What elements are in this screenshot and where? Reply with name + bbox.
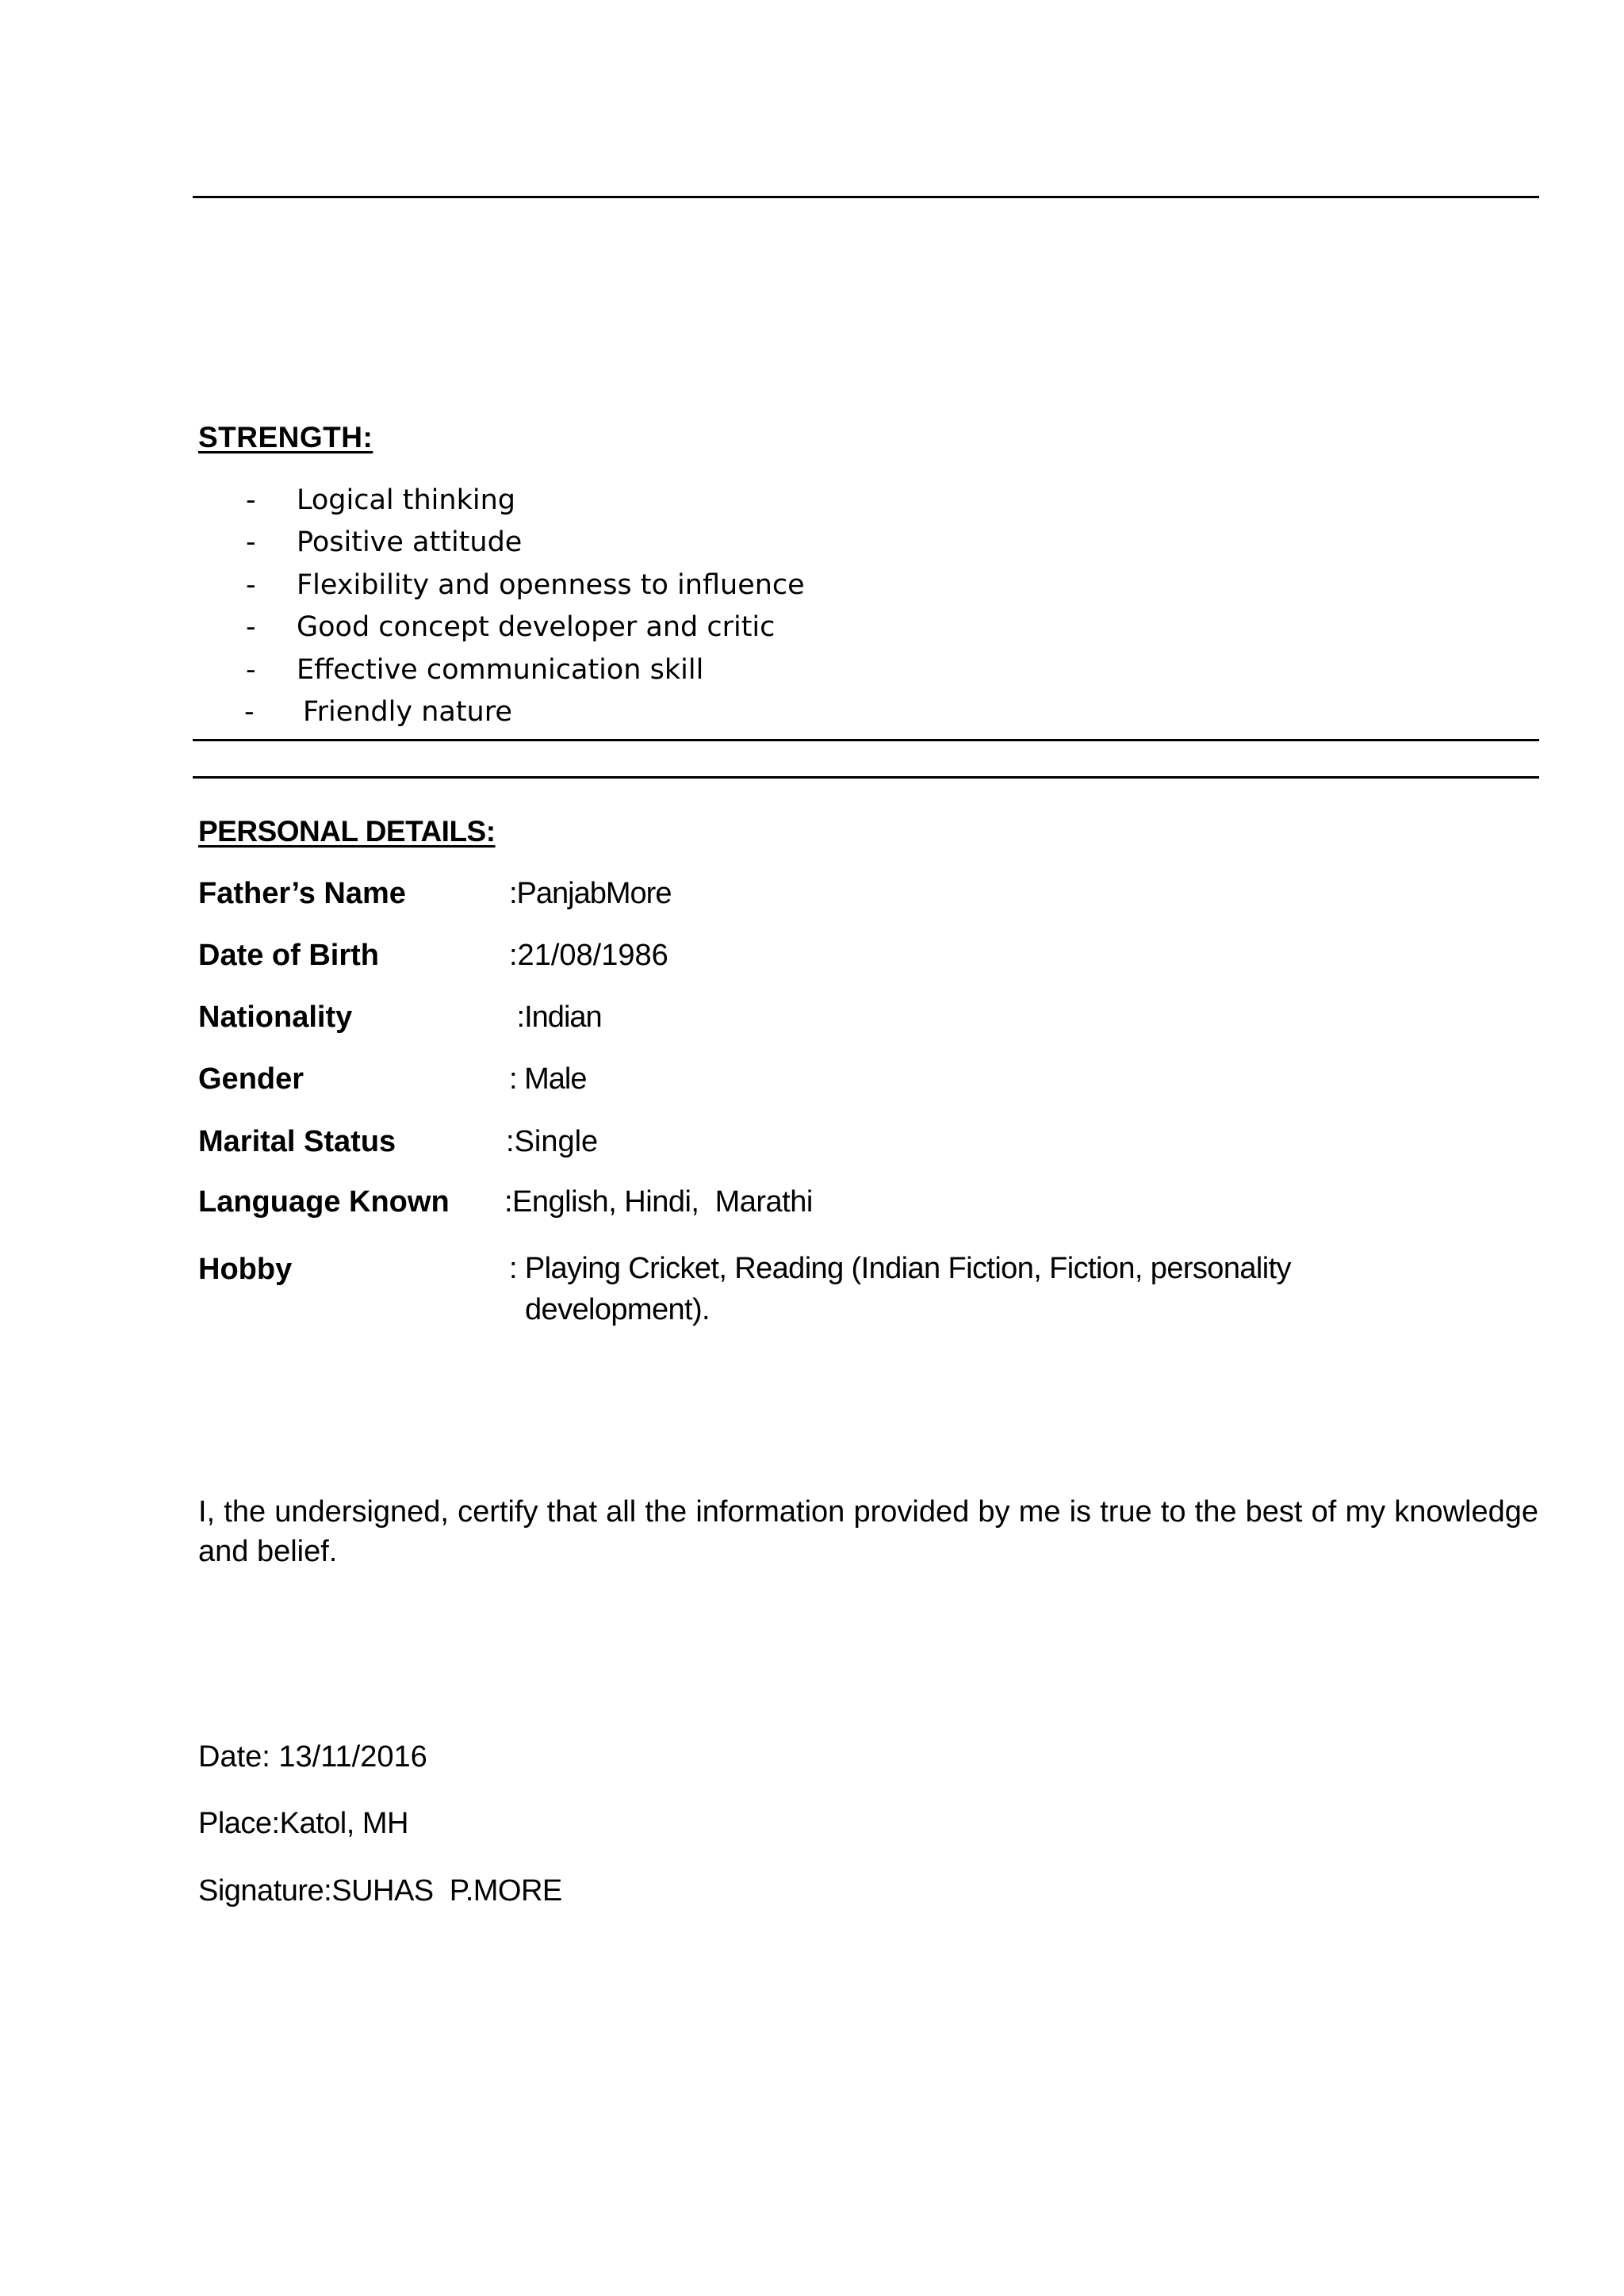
date-line: Date: 13/11/2016 [198, 1740, 427, 1774]
bullet-dash: - [246, 611, 256, 644]
detail-label: Hobby [198, 1253, 293, 1286]
bullet-dash: - [246, 568, 256, 601]
bullet-dash: - [246, 526, 256, 559]
detail-label: Father’s Name [198, 877, 406, 910]
strength-list [198, 479, 805, 733]
detail-label: Nationality [198, 1001, 353, 1034]
detail-label: Gender [198, 1062, 304, 1096]
detail-label: Language Known [198, 1185, 450, 1219]
bullet-dash: - [246, 653, 256, 686]
bullet-dash: - [244, 696, 255, 729]
strength-text: Logical thinking [297, 484, 515, 516]
detail-value: :21/08/1986 [509, 939, 668, 972]
detail-value [509, 1248, 1580, 1330]
detail-value: :Indian [509, 1001, 602, 1034]
strength-heading: STRENGTH: [198, 421, 373, 453]
place-line: Place:Katol, MH [198, 1807, 408, 1840]
list-item [198, 479, 805, 522]
signature-line: Signature:SUHAS P.MORE [198, 1874, 562, 1908]
section-divider-2 [193, 776, 1539, 779]
personal-details-heading: PERSONAL DETAILS: [198, 815, 496, 848]
detail-value: :PanjabMore [509, 877, 672, 910]
bullet-dash: - [246, 484, 256, 516]
strength-text: Friendly nature [303, 696, 512, 729]
hobby-line-2: development). [525, 1293, 710, 1326]
list-item [198, 607, 805, 649]
detail-label: Date of Birth [198, 939, 379, 972]
declaration-text: I, the undersigned, certify that all the information provided by me is true to the best of my knowledge and belief. [198, 1495, 1538, 1568]
strength-text: Flexibility and openness to influence [297, 568, 805, 601]
list-item [198, 649, 805, 691]
detail-value: : Male [509, 1062, 587, 1096]
list-item [198, 522, 805, 564]
detail-value: :Single [506, 1125, 599, 1158]
strength-text: Good concept developer and critic [297, 611, 776, 644]
strength-text: Effective communication skill [297, 653, 704, 686]
list-item [198, 691, 805, 734]
top-divider [193, 196, 1539, 198]
strength-text: Positive attitude [297, 526, 523, 559]
detail-value: :English, Hindi, Marathi [504, 1185, 813, 1219]
detail-label: Marital Status [198, 1125, 396, 1158]
hobby-line-1: : Playing Cricket, Reading (Indian Fiction, Fiction, personality [509, 1252, 1291, 1285]
list-item [198, 564, 805, 607]
section-divider-1 [193, 739, 1539, 741]
